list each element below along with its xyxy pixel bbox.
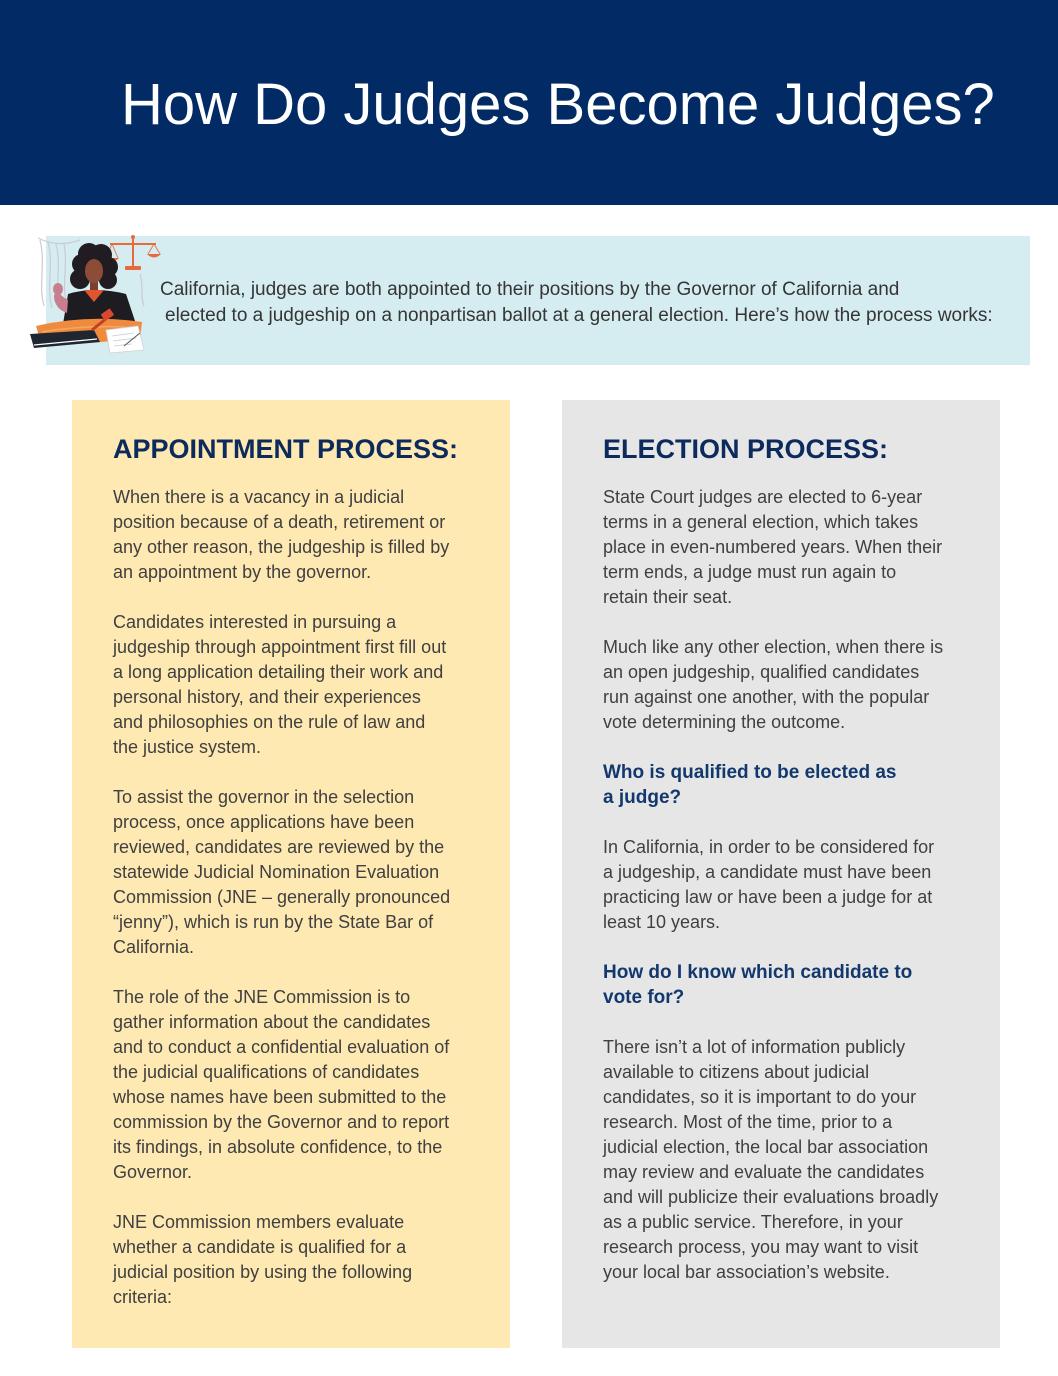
text-line: reviewed, candidates are reviewed by the: [113, 837, 445, 857]
text-line: judicial position by using the following: [113, 1262, 413, 1282]
text-line: a long application detailing their work and: [113, 662, 444, 682]
text-line: criteria:: [113, 1287, 173, 1307]
document-icon: [106, 326, 144, 353]
text-line: In California, in order to be considered for: [603, 837, 935, 857]
header-banner: [0, 0, 1058, 205]
appointment-body: [113, 485, 503, 1335]
election-body: [603, 485, 993, 1310]
text-line: retain their seat.: [603, 587, 733, 607]
text-line: and philosophies on the rule of law and: [113, 712, 426, 732]
text-line: and to conduct a confidential evaluation of: [113, 1037, 450, 1057]
text-line: Who is qualified to be elected as: [603, 762, 897, 783]
paragraph: [113, 610, 503, 760]
text-line: position because of a death, retirement or: [113, 512, 446, 532]
text-line: process, once applications have been: [113, 812, 415, 832]
text-line: Candidates interested in pursuing a: [113, 612, 397, 632]
text-line: an open judgeship, qualified candidates: [603, 662, 920, 682]
text-line: the justice system.: [113, 737, 262, 757]
text-line: a judgeship, a candidate must have been: [603, 862, 932, 882]
text-line: judicial election, the local bar association: [603, 1137, 929, 1157]
text-line: gather information about the candidates: [113, 1012, 431, 1032]
paragraph: [113, 985, 503, 1185]
text-line: term ends, a judge must run again to: [603, 562, 897, 582]
text-line: vote for?: [603, 987, 685, 1008]
text-line: To assist the governor in the selection: [113, 787, 415, 807]
text-line: How do I know which candidate to: [603, 962, 913, 983]
text-line: as a public service. Therefore, in your: [603, 1212, 903, 1232]
text-line: an appointment by the governor.: [113, 562, 372, 582]
text-line: Governor.: [113, 1162, 193, 1182]
text-line: research process, you may want to visit: [603, 1237, 919, 1257]
text-line: terms in a general election, which takes: [603, 512, 919, 532]
text-line: State Court judges are elected to 6-year: [603, 487, 923, 507]
text-line: a judge?: [603, 787, 682, 808]
paragraph: [603, 635, 993, 735]
page-title: How Do Judges Become Judges?: [121, 72, 995, 137]
text-line: practicing law or have been a judge for at: [603, 887, 933, 907]
text-line: its findings, in absolute confidence, to the: [113, 1137, 443, 1157]
text-line: and will publicize their evaluations broadly: [603, 1187, 939, 1207]
text-line: place in even-numbered years. When their: [603, 537, 943, 557]
paragraph: [603, 1035, 993, 1285]
paragraph: [603, 835, 993, 935]
text-line: judgeship through appointment first fill out: [113, 637, 447, 657]
text-line: whose names have been submitted to the: [113, 1087, 447, 1107]
question-subheading: [603, 760, 993, 810]
text-line: any other reason, the judgeship is filled by: [113, 537, 450, 557]
paragraph: [603, 485, 993, 610]
text-line: whether a candidate is qualified for a: [113, 1237, 407, 1257]
election-heading: ELECTION PROCESS:: [603, 434, 889, 464]
text-line: research. Most of the time, prior to a: [603, 1112, 893, 1132]
paragraph: [113, 785, 503, 960]
intro-text-line: elected to a judgeship on a nonpartisan ballot at a general election. Here’s how the process works:: [165, 305, 993, 326]
text-line: statewide Judicial Nomination Evaluation: [113, 862, 440, 882]
text-line: commission by the Governor and to report: [113, 1112, 450, 1132]
text-line: JNE Commission members evaluate: [113, 1212, 405, 1232]
appointment-process-panel: [72, 400, 510, 1348]
paragraph: [113, 485, 503, 585]
text-line: run against one another, with the popular: [603, 687, 930, 707]
intro-text-line: California, judges are both appointed to their positions by the Governor of California and: [160, 279, 900, 300]
judge-illustration: [28, 234, 162, 354]
text-line: The role of the JNE Commission is to: [113, 987, 411, 1007]
text-line: may review and evaluate the candidates: [603, 1162, 925, 1182]
paragraph: [113, 1210, 503, 1310]
text-line: California.: [113, 937, 195, 957]
text-line: personal history, and their experiences: [113, 687, 421, 707]
text-line: Commission (JNE – generally pronounced: [113, 887, 451, 907]
text-line: Much like any other election, when there is: [603, 637, 944, 657]
question-subheading: [603, 960, 993, 1010]
text-line: vote determining the outcome.: [603, 712, 846, 732]
text-line: When there is a vacancy in a judicial: [113, 487, 405, 507]
election-process-panel: [562, 400, 1000, 1348]
text-line: your local bar association’s website.: [603, 1262, 890, 1282]
text-line: the judicial qualifications of candidates: [113, 1062, 420, 1082]
text-line: “jenny”), which is run by the State Bar of: [113, 912, 434, 932]
text-line: candidates, so it is important to do your: [603, 1087, 917, 1107]
text-line: There isn’t a lot of information publicly: [603, 1037, 906, 1057]
appointment-heading: APPOINTMENT PROCESS:: [113, 434, 459, 464]
text-line: available to citizens about judicial: [603, 1062, 870, 1082]
text-line: least 10 years.: [603, 912, 721, 932]
